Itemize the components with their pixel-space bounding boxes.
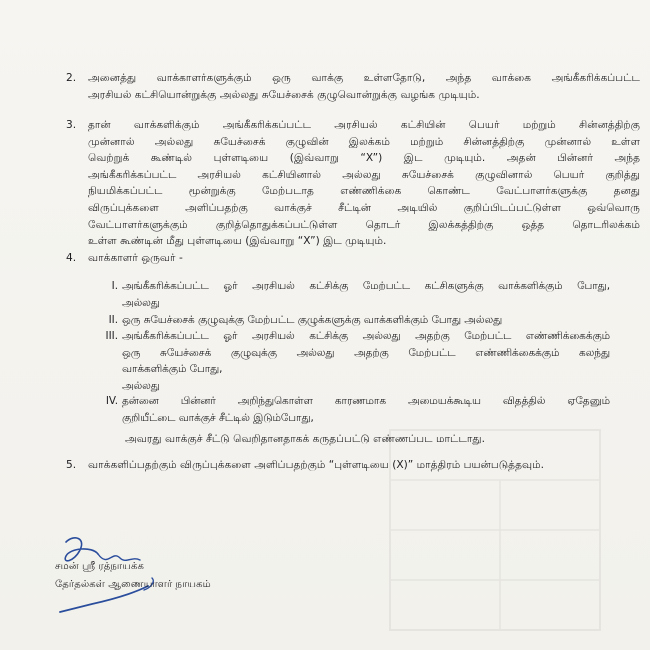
text-line: வாக்காளர் ஒருவர் - xyxy=(88,252,183,264)
text-line: உள்ள கூண்டின் மீது புள்ளடியை (இவ்வாறு “X”) இட முடியும். xyxy=(88,235,387,248)
sub-item-number: II. xyxy=(108,314,118,326)
text-line: அல்லது xyxy=(122,379,160,392)
item-text xyxy=(88,457,640,474)
text-line: வாக்களிப்பதற்கும் விருப்புக்களை அளிப்பதற்கும் “புள்ளடியை (X)” மாத்திரம் பயன்படுத்தவும். xyxy=(88,459,544,471)
item-number: 4. xyxy=(66,252,77,264)
text-line: விருப்புக்களை அளிப்பதற்கு வாக்குச் சீட்டின் அடியில் குறிப்பிடப்பட்டுள்ள ஒவ்வொரு xyxy=(88,201,640,214)
item-number: 2. xyxy=(66,72,77,84)
closing-statement: அவரது வாக்குச் சீட்டு வெறிதானதாகக் கருதப்பட்டு எண்ணப்பட மாட்டாது. xyxy=(125,433,485,445)
signatory-title: தேர்தல்கள் ஆணையாளர் நாயகம் xyxy=(55,579,211,590)
signatory-name: சமன் ஸ்ரீ ரத்நாயக்க xyxy=(55,561,144,572)
item-text xyxy=(88,70,640,103)
text-line: முன்னால் அல்லது சுயேச்சைக் குழுவின் இலக்கம் மற்றும் சின்னத்திற்கு முன்னால் உள்ள xyxy=(88,135,640,148)
item-number: 3. xyxy=(66,119,77,131)
text-line: அங்கீகரிக்கப்பட்ட ஓர் அரசியல் கட்சிக்கு அல்லது அதற்கு மேற்பட்ட எண்ணிக்கைக்கும் xyxy=(122,330,610,342)
text-line: நியமிக்கப்பட்ட மூன்றுக்கு மேற்படாத எண்ணிக்கை கொண்ட வேட்பாளர்களுக்கு தனது xyxy=(88,185,640,198)
text-line: ஒரு சுயேச்சைக் குழுவுக்கு மேற்பட்ட குழுக்களுக்கு வாக்களிக்கும் போது அல்லது xyxy=(122,314,503,326)
text-line: குறியீட்டை வாக்குச் சீட்டில் இடும்போது, xyxy=(122,411,314,424)
sub-item-text xyxy=(122,278,610,311)
text-line: அனைத்து வாக்காளர்களுக்கும் ஒரு வாக்கு உள்ளதோடு, அந்த வாக்கை அங்கீகரிக்கப்பட்ட xyxy=(88,72,640,84)
sub-item-text xyxy=(122,328,610,394)
sub-item-number: IV. xyxy=(105,395,118,407)
sub-item-number: I. xyxy=(111,280,118,292)
text-line: அரசியல் கட்சியொன்றுக்கு அல்லது சுயேச்சைக் குழுவொன்றுக்கு வழங்க முடியும். xyxy=(88,88,480,101)
item-text xyxy=(88,250,640,267)
text-line: அங்கீகரிக்கப்பட்ட ஓர் அரசியல் கட்சிக்கு மேற்பட்ட கட்சிகளுக்கு வாக்களிக்கும் போது, xyxy=(122,280,610,292)
text-line: ஒரு சுயேச்சைக் குழுவுக்கு அல்லது அதற்கு மேற்பட்ட எண்ணிக்கைக்கும் கலந்து xyxy=(122,346,610,359)
sub-item-text xyxy=(122,312,610,329)
background-seal-watermark xyxy=(380,420,610,640)
sub-item-number: III. xyxy=(105,330,118,342)
text-line: தான் வாக்களிக்கும் அங்கீகரிக்கப்பட்ட அரசியல் கட்சியின் பெயர் மற்றும் சின்னத்திற்கு xyxy=(88,119,640,131)
text-line: அங்கீகரிக்கப்பட்ட அரசியல் கட்சியினால் அல்லது சுயேச்சைக் குழுவினால் பெயர் குறித்து xyxy=(88,168,640,181)
text-line: வாக்களிக்கும் போது, xyxy=(122,363,223,376)
text-line: அல்லது xyxy=(122,296,160,309)
item-number: 5. xyxy=(66,459,77,471)
item-text xyxy=(88,117,640,250)
text-line: தன்னை பின்னர் அறிந்துகொள்ள காரணமாக அமையக்கூடிய விதத்தில் ஏதேனும் xyxy=(122,395,610,407)
text-line: வேட்பாளர்களுக்கும் குறித்தொதுக்கப்பட்டுள்ள தொடர் இலக்கத்திற்கு ஒத்த தொடரிலக்கம் xyxy=(88,218,640,231)
text-line: வெற்றுக் கூண்டில் புள்ளடியை (இவ்வாறு “X”) இட முடியும். அதன் பின்னர் அந்த xyxy=(88,152,640,165)
sub-item-text xyxy=(122,393,610,426)
